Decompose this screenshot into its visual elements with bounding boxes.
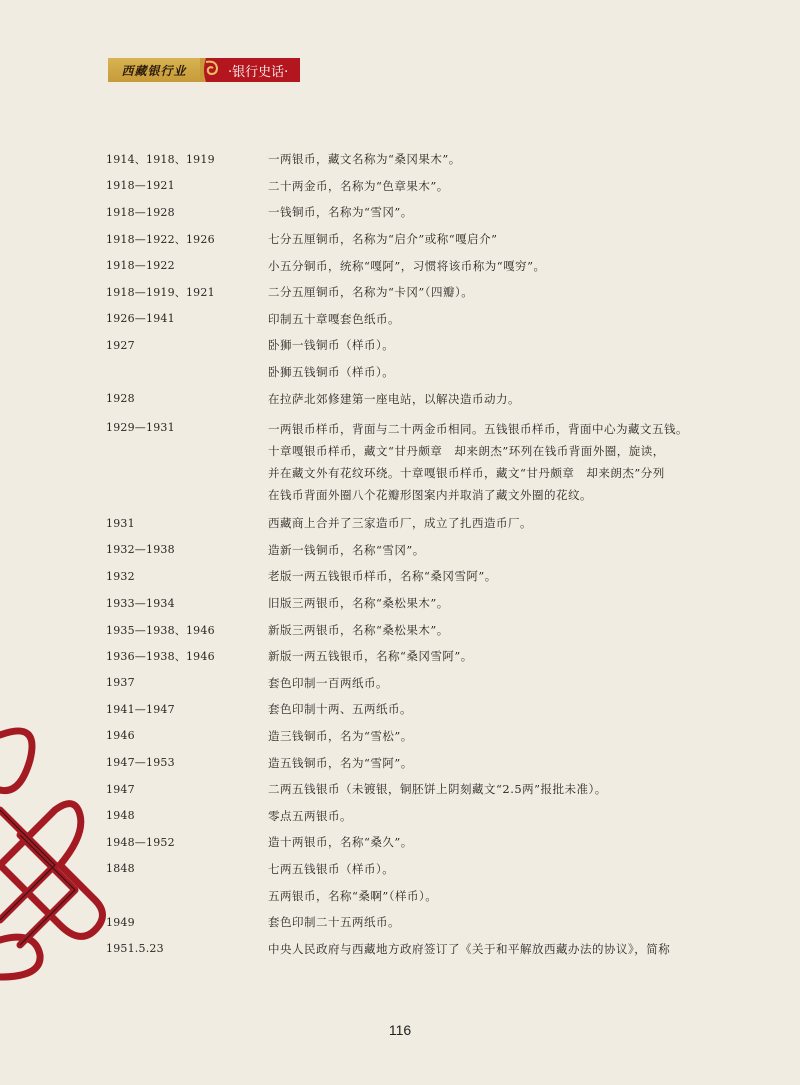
row-text: 七分五厘铜币，名称为“启介”或称“嘎启介” [268, 232, 498, 247]
timeline-row [106, 776, 706, 803]
row-date: 1935—1938、1946 [106, 623, 215, 637]
timeline-row [106, 909, 706, 936]
timeline-row [106, 670, 706, 697]
row-date: 1932 [106, 569, 135, 583]
row-text: 一钱铜币，名称为“雪冈”。 [268, 205, 413, 220]
section-label-text: ·银行史话· [228, 64, 289, 80]
row-text: 旧版三两银币，名称“桑松果木”。 [268, 596, 449, 611]
row-date: 1918—1921 [106, 179, 175, 193]
timeline-row [106, 146, 706, 173]
timeline-row [106, 723, 706, 750]
logo-text: 西藏银行业 [121, 63, 187, 78]
row-date: 1951.5.23 [106, 942, 164, 956]
row-text: 造五钱铜币，名为“雪阿”。 [268, 755, 413, 770]
row-text: 造新一钱铜币，名称“雪冈”。 [268, 542, 425, 557]
row-date: 1947—1953 [106, 756, 175, 770]
row-text-line: 十章嘎银币样币，藏文“甘丹颇章 却来朗杰”环列在钱币背面外圈，旋读， [268, 443, 665, 458]
row-text: 老版一两五钱银币样币，名称“桑冈雪阿”。 [268, 569, 497, 584]
row-date: 1926—1941 [106, 312, 175, 326]
row-date: 1918—1928 [106, 205, 175, 219]
timeline-row [106, 173, 706, 200]
row-date: 1932—1938 [106, 543, 175, 557]
timeline-row [106, 306, 706, 333]
row-text: 套色印制十两、五两纸币。 [268, 702, 412, 717]
timeline-row [106, 616, 706, 643]
row-text: 五两银币，名称“桑啊”（样币）。 [268, 888, 438, 903]
row-text: 造十两银币，名称“桑久”。 [268, 835, 413, 850]
row-date: 1914、1918、1919 [106, 153, 215, 167]
row-text: 在拉萨北郊修建第一座电站，以解决造币动力。 [268, 391, 520, 406]
row-text [268, 418, 706, 506]
row-text: 二十两金币，名称为“色章果木”。 [268, 178, 449, 193]
page-header [108, 58, 300, 82]
row-date: 1929—1931 [106, 420, 175, 434]
swirl-icon [200, 58, 222, 82]
row-text: 二分五厘铜币，名称为“卡冈”（四瓣）。 [268, 285, 474, 300]
timeline-list [106, 146, 706, 962]
row-text: 二两五钱银币（未镀银，铜胚饼上阴刻藏文“2.5两”报批未准）。 [268, 782, 607, 797]
timeline-row [106, 412, 706, 510]
timeline-row [106, 696, 706, 723]
row-date: 1918—1922、1926 [106, 233, 215, 247]
timeline-row [106, 802, 706, 829]
timeline-row [106, 935, 706, 962]
timeline-row [106, 199, 706, 226]
row-text: 套色印制一百两纸币。 [268, 675, 388, 690]
row-text: 新版一两五钱银币，名称“桑冈雪阿”。 [268, 649, 473, 664]
row-date: 1933—1934 [106, 596, 175, 610]
timeline-row [106, 279, 706, 306]
row-date: 1928 [106, 392, 135, 406]
row-date: 1947 [106, 782, 135, 796]
row-date: 1936—1938、1946 [106, 650, 215, 664]
section-label [222, 58, 300, 82]
timeline-row [106, 749, 706, 776]
row-text: 西藏商上合并了三家造币厂，成立了扎西造币厂。 [268, 516, 532, 531]
page-number: 116 [388, 1022, 412, 1038]
timeline-row [106, 590, 706, 617]
timeline-row [106, 563, 706, 590]
timeline-row [106, 385, 706, 412]
timeline-row [106, 226, 706, 253]
timeline-row [106, 829, 706, 856]
row-date: 1927 [106, 338, 135, 352]
row-date: 1949 [106, 915, 135, 929]
row-date: 1946 [106, 729, 135, 743]
row-text: 七两五钱银币（样币）。 [268, 861, 395, 876]
row-text: 印制五十章嘎套色纸币。 [268, 311, 400, 326]
row-date: 1937 [106, 676, 135, 690]
row-date: 1941—1947 [106, 702, 175, 716]
timeline-row [106, 510, 706, 537]
row-text: 零点五两银币。 [268, 808, 352, 823]
row-date: 1931 [106, 516, 135, 530]
row-text: 卧狮五钱铜币（样币）。 [268, 365, 395, 380]
row-text-line: 在钱币背面外圈八个花瓣形图案内并取消了藏文外圈的花纹。 [268, 487, 592, 502]
row-text: 卧狮一钱铜币（样币）。 [268, 338, 395, 353]
row-date: 1918—1922 [106, 259, 175, 273]
timeline-row [106, 537, 706, 564]
timeline-row [106, 332, 706, 359]
row-text: 中央人民政府与西藏地方政府签订了《关于和平解放西藏办法的协议》，简称 [268, 941, 671, 956]
timeline-row [106, 359, 706, 386]
timeline-row [106, 252, 706, 279]
row-text: 新版三两银币，名称“桑松果木”。 [268, 622, 449, 637]
endless-knot-decoration [0, 715, 110, 985]
row-date: 1948 [106, 809, 135, 823]
row-text-line: 一两银币样币，背面与二十两金币相同。五钱银币样币，背面中心为藏文五钱。 [268, 421, 688, 436]
logo [108, 58, 200, 82]
row-date: 1948—1952 [106, 835, 175, 849]
row-date: 1918—1919、1921 [106, 286, 215, 300]
row-text-line: 并在藏文外有花纹环绕。十章嘎银币样币，藏文“甘丹颇章 却来朗杰”分列 [268, 465, 665, 480]
row-text: 套色印制二十五两纸币。 [268, 915, 400, 930]
row-text: 一两银币，藏文名称为“桑冈果木”。 [268, 152, 461, 167]
timeline-row [106, 856, 706, 883]
timeline-row [106, 643, 706, 670]
timeline-row [106, 882, 706, 909]
row-date: 1848 [106, 862, 135, 876]
row-text: 小五分铜币，统称“嘎阿”，习惯将该币称为“嘎穷”。 [268, 258, 546, 273]
row-text: 造三钱铜币，名为“雪松”。 [268, 728, 413, 743]
